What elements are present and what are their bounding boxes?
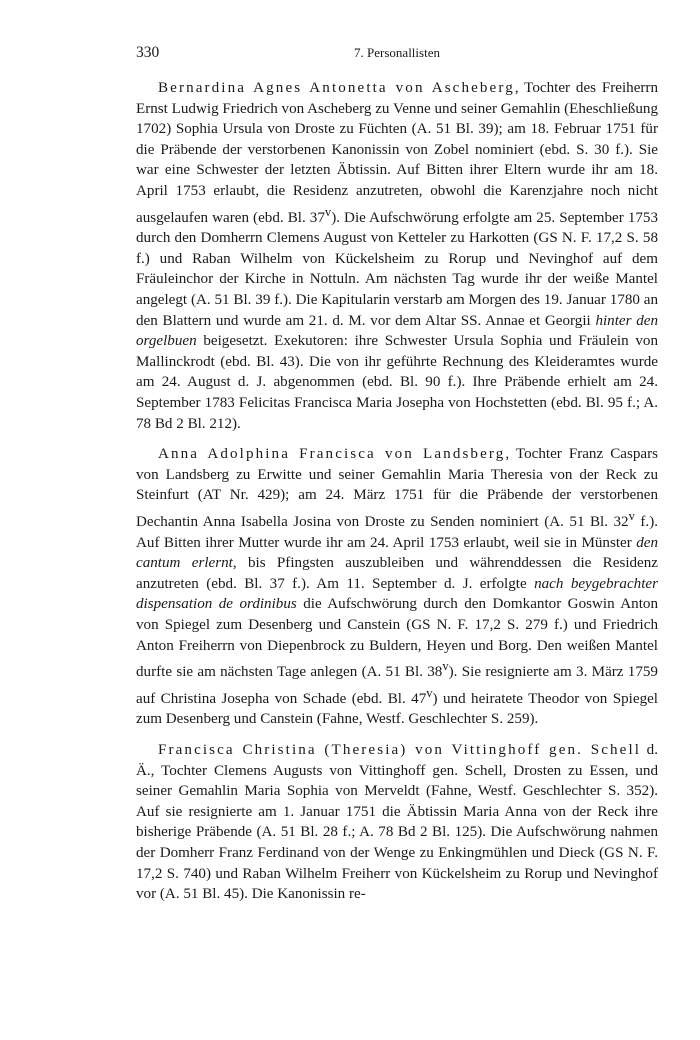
page-header: [136, 44, 658, 64]
folio-verso-mark: v: [426, 685, 433, 700]
folio-verso-mark: v: [324, 204, 332, 219]
entry-text: , Tochter Franz Caspars von Landsberg zu Erwitte und seiner Gemahlin Maria Theresia von der Reck zu Steinfurt (AT Nr. 429); am 24. März 1751 für die Präbende der verstorbenen Dechantin Anna Isabella Josina von Droste zu Senden nominiert (A. 51 Bl. 32: [136, 446, 658, 530]
entry-text: ). Die Aufschwörung erfolgte am 25. September 1753 durch den Domherrn Clemens August von Ketteler zu Harkotten (GS N. F. 17,2 S. 58 f.) und Raban Wilhelm von Kückelsheim zu Rorup und Nevinghof auf dem Fräuleinchor der Kirche in Nottuln. Am nächsten Tag wurde ihr der weiße Mantel angelegt (A. 51 Bl. 39 f.). Die Kapitularin verstarb am Morgen des 19. Januar 1780 an den Blattern und wurde am 21. d. M. vor dem Altar SS. Annae et Georgii: [136, 209, 659, 329]
person-name: Anna Adolphina Francisca von Landsberg: [158, 446, 506, 463]
person-name: Francisca Christina (Theresia) von Vittinghoff gen. Schell: [158, 741, 642, 758]
entry-text: ). Sie resignierte am 3. März 1759 auf Christina Josepha von Schade (ebd. Bl. 47: [136, 664, 658, 707]
quoted-source-text: nach beygebrachter dispensation de ordinibus: [136, 575, 658, 613]
person-name: Bernardina Agnes Antonetta von Ascheberg: [158, 80, 515, 96]
entry-text: , bis Pfingsten auszubleiben und währenddessen die Residenz anzutreten (ebd. Bl. 37 f.). Am 11. September d. J. erfolgte: [136, 555, 658, 592]
quoted-source-text: den cantum erlernt: [136, 534, 658, 572]
entry-text: beigesetzt. Exekutoren: ihre Schwester Ursula Sophia und Fräulein von Mallinckrodt (ebd. Bl. 43). Die von ihr geführte Rechnung des Kleideramtes wurde am 24. August d. J. abgenommen (ebd. Bl. 90 f.). Ihre Präbende erhielt am 24. September 1783 Felicitas Francisca Maria Josepha von Hochstetten (ebd. Bl. 95 f.; A. 78 Bd 2 Bl. 212).: [136, 333, 658, 432]
entry-text: , Tochter des Freiherrn Ernst Ludwig Friedrich von Ascheberg zu Venne und seiner Gemahlin (Eheschließung 1702) Sophia Ursula von Droste zu Füchten (A. 51 Bl. 39); am 18. Februar 1751 für die Präbende der verstorbenen Kanonissin von Zobel nominiert (ebd. S. 30 f.). Sie war eine Schwester der letzten Äbtissin. Auf Bitten ihrer Eltern wurde ihr am 18. April 1753 erlaubt, die Residenz anzutreten, obwohl die Karenzjahre noch nicht ausgelaufen waren (ebd. Bl. 37: [136, 80, 658, 226]
entry-ascheberg: [136, 78, 658, 434]
folio-verso-mark: v: [628, 508, 635, 523]
body-text: [136, 78, 658, 915]
entry-text: ) und heiratete Theodor von Spiegel zum Desenberg und Canstein (Fahne, Westf. Geschlechter S. 259).: [136, 690, 659, 728]
entry-text: d. Ä., Tochter Clemens Augusts von Vittinghoff gen. Schell, Drosten zu Essen, und seiner Gemahlin Maria Sophia von Merveldt (Fahne, Westf. Geschlechter S. 352). Auf sie resignierte am 1. Januar 1751 die Äbtissin Maria Anna von der Reck ihre bisherige Präbende (A. 51 Bl. 28 f.; A. 78 Bd 2 Bl. 125). Die Aufschwörung nahmen der Domherr Franz Ferdinand von der Wenge zu Enkingmühlen und Dieck (GS N. F. 17,2 S. 740) und Raban Wilhelm Freiherr von Kückelsheim zu Rorup und Nevinghof vor (A. 51 Bl. 45). Die Kanonissin re-: [136, 741, 658, 903]
quoted-source-text: hinter den orgelbuen: [136, 312, 658, 350]
entry-landsberg: [136, 444, 658, 730]
entry-text: die Aufschwörung durch den Domkantor Goswin Anton von Spiegel zum Desenberg und Canstein (GS N. F. 17,2 S. 279 f.) und Friedrich Anton Freiherrn von Diepenbrock zu Buldern, Heyen und Borg. Den weißen Mantel durfte sie am nächsten Tage anlegen (A. 51 Bl. 38: [136, 596, 658, 681]
page-number: 330: [136, 44, 160, 61]
entry-text: f.). Auf Bitten ihrer Mutter wurde ihr am 24. April 1753 erlaubt, weil sie in Münster: [136, 513, 658, 551]
entry-vittinghoff: [136, 740, 658, 905]
folio-verso-mark: v: [442, 659, 449, 674]
running-title: 7. Personallisten: [354, 45, 440, 60]
